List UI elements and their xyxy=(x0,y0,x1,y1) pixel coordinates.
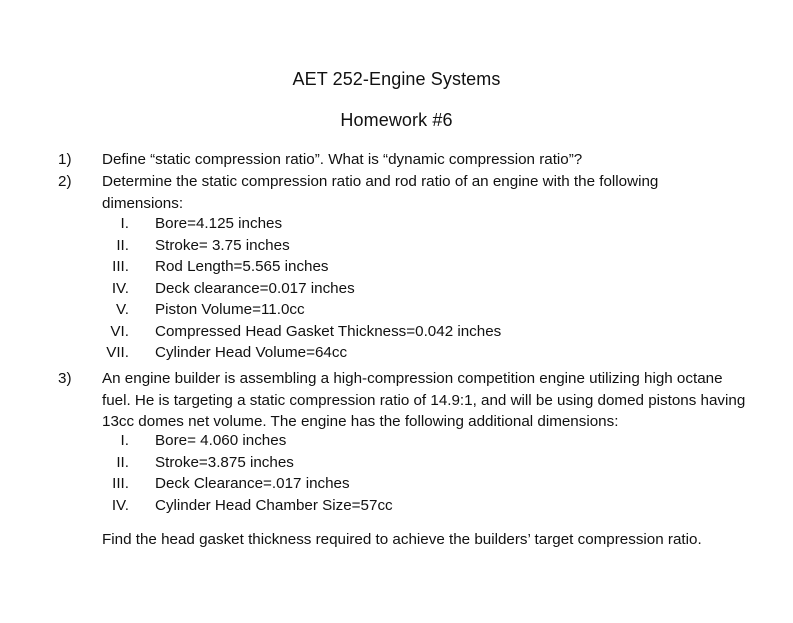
dimension-item xyxy=(0,342,793,364)
dimension-item xyxy=(0,452,793,474)
question-line: fuel. He is targeting a static compression ratio of 14.9:1, and will be using domed pistons having xyxy=(102,391,746,409)
question-text xyxy=(102,368,762,433)
item-numeral: I. xyxy=(120,215,129,232)
item-text: Cylinder Head Volume=64cc xyxy=(155,344,348,361)
item-numeral: I. xyxy=(120,432,129,449)
question-line: 13cc domes net volume. The engine has the following additional dimensions: xyxy=(102,413,619,431)
question-line: dimensions: xyxy=(102,194,184,212)
item-numeral: V. xyxy=(116,301,129,318)
item-numeral: IV. xyxy=(111,496,129,514)
item-numeral: IV. xyxy=(111,279,129,297)
question-number: 2) xyxy=(58,173,72,190)
item-text: Rod Length=5.565 inches xyxy=(155,258,329,275)
item-text: Stroke=3.875 inches xyxy=(155,453,294,471)
dimension-item xyxy=(0,235,793,257)
dimension-item xyxy=(0,213,793,235)
question-line: Determine the static compression ratio and rod ratio of an engine with the following xyxy=(102,173,659,190)
homework-title: Homework #6 xyxy=(340,110,453,130)
item-text: Piston Volume=11.0cc xyxy=(155,301,305,318)
dimension-item xyxy=(0,495,793,517)
item-numeral: II. xyxy=(116,236,129,254)
item-text: Deck Clearance=.017 inches xyxy=(155,475,350,492)
item-text: Stroke= 3.75 inches xyxy=(155,236,290,254)
item-numeral: VII. xyxy=(106,344,129,361)
closing-instruction: Find the head gasket thickness required to achieve the builders’ target compression ratio. xyxy=(102,531,702,548)
item-text: Compressed Head Gasket Thickness=0.042 inches xyxy=(155,322,502,340)
question-text xyxy=(102,171,762,214)
item-text: Deck clearance=0.017 inches xyxy=(155,279,355,297)
item-numeral: VI. xyxy=(110,322,129,340)
dimension-item xyxy=(0,278,793,300)
item-text: Cylinder Head Chamber Size=57cc xyxy=(155,496,393,514)
item-numeral: II. xyxy=(116,453,129,471)
dimension-item xyxy=(0,256,793,278)
dimension-item xyxy=(0,430,793,452)
dimension-item xyxy=(0,299,793,321)
question-line: An engine builder is assembling a high-compression competition engine utilizing high octane xyxy=(102,370,723,387)
course-title: AET 252-Engine Systems xyxy=(292,69,501,89)
dimension-item xyxy=(0,473,793,495)
question-line: Define “static compression ratio”. What is “dynamic compression ratio”? xyxy=(102,151,583,168)
question-number: 3) xyxy=(58,370,72,387)
dimension-item xyxy=(0,321,793,343)
item-numeral: III. xyxy=(112,475,129,492)
question-number: 1) xyxy=(58,151,72,168)
item-text: Bore=4.125 inches xyxy=(155,215,283,232)
question-text xyxy=(102,149,762,171)
item-numeral: III. xyxy=(112,258,129,275)
item-text: Bore= 4.060 inches xyxy=(155,432,287,449)
